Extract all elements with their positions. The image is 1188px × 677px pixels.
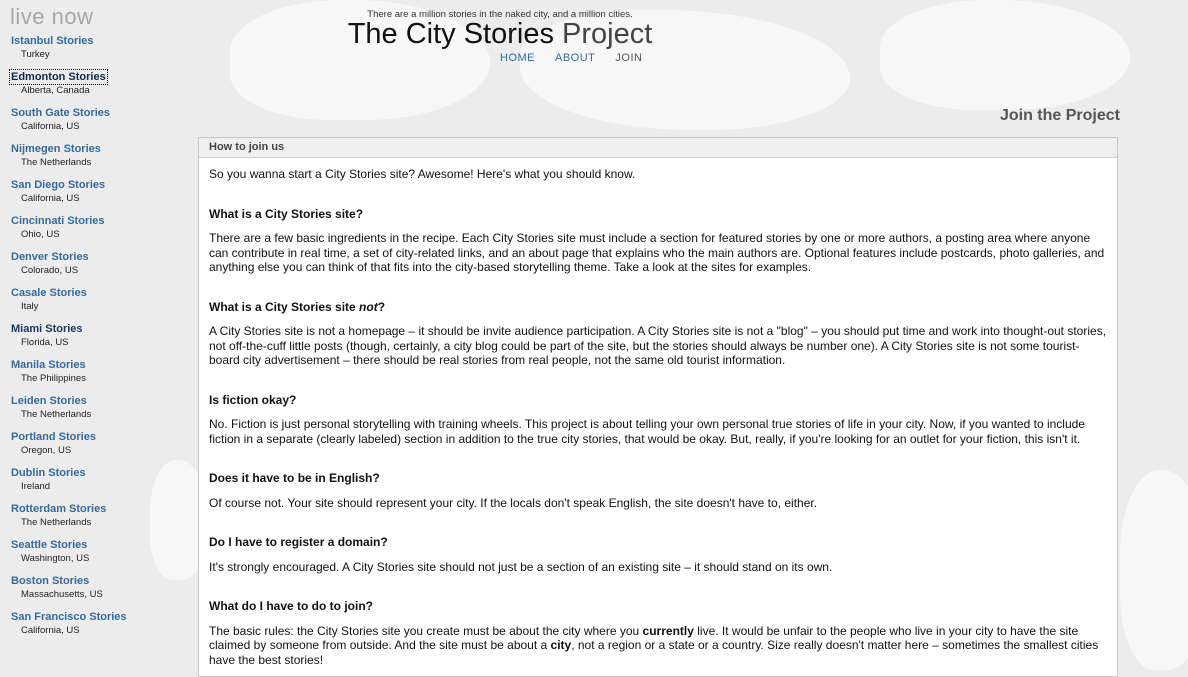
answer-what-is-not: A City Stories site is not a homepage – it should be invite audience participation. A City Stories site is not a "blog" – you should put time and work into thought-out stories, not off-the-cuff little posts (though, certainly, a city blog could be part of the site, but the stories should always be number one). A City Stories site is not some tourist-board city advertisement – there should be real stories from real people, not the same old tourist information. bbox=[209, 324, 1107, 367]
list-item bbox=[0, 106, 190, 142]
list-item bbox=[0, 538, 190, 574]
site-title-project: Project bbox=[553, 18, 653, 50]
panel-title: How to join us bbox=[199, 138, 1117, 158]
list-item bbox=[0, 502, 190, 538]
nav-about[interactable]: ABOUT bbox=[555, 52, 596, 64]
city-link-istanbul[interactable]: Istanbul Stories bbox=[11, 35, 94, 47]
city-link-miami[interactable]: Miami Stories bbox=[11, 323, 83, 335]
city-link-manila[interactable]: Manila Stories bbox=[11, 359, 86, 371]
city-link-san-diego[interactable]: San Diego Stories bbox=[11, 179, 106, 191]
city-link-south-gate[interactable]: South Gate Stories bbox=[11, 107, 111, 119]
tagline: There are a million stories in the naked city, and a million cities. bbox=[367, 9, 633, 20]
city-location: California, US bbox=[21, 625, 80, 636]
content-panel bbox=[198, 137, 1118, 677]
city-link-rotterdam[interactable]: Rotterdam Stories bbox=[11, 503, 107, 515]
answer-join bbox=[209, 624, 1107, 668]
city-link-denver[interactable]: Denver Stories bbox=[11, 251, 89, 263]
city-location: Ireland bbox=[21, 481, 51, 492]
city-location: The Netherlands bbox=[21, 409, 92, 420]
city-location: The Netherlands bbox=[21, 517, 92, 528]
main-nav bbox=[500, 52, 642, 64]
answer-what-is: There are a few basic ingredients in the recipe. Each City Stories site must include a section for featured stories by one or more authors, a posting area where anyone can contribute in real time, a set of city-related links, and an about page that explains who the main authors are. Optional features include postcards, photo galleries, and anything else you can think of that fits into the city-based storytelling theme. Take a look at the sites for examples. bbox=[209, 231, 1105, 274]
city-link-san-francisco[interactable]: San Francisco Stories bbox=[11, 611, 127, 623]
answer-text: live. It would be unfair to the people who live in your city to have the site claimed by someone from outside. And the site must be about a bbox=[209, 623, 1079, 652]
city-link-seattle[interactable]: Seattle Stories bbox=[11, 539, 88, 551]
city-location: Washington, US bbox=[21, 553, 90, 564]
list-item bbox=[0, 466, 190, 502]
city-link-portland[interactable]: Portland Stories bbox=[11, 431, 96, 443]
list-item bbox=[0, 142, 190, 178]
city-list bbox=[0, 34, 190, 646]
list-item bbox=[0, 574, 190, 610]
question-what-is-not bbox=[209, 300, 1107, 315]
live-now-heading: live now bbox=[10, 4, 94, 29]
answer-domain: It's strongly encouraged. A City Stories site should not just be a section of an existing site – it should stand on its own. bbox=[209, 559, 833, 574]
question-english: Does it have to be in English? bbox=[209, 471, 380, 485]
question-mark: ? bbox=[377, 299, 386, 314]
question-what-is: What is a City Stories site? bbox=[209, 206, 364, 221]
list-item bbox=[0, 250, 190, 286]
list-item bbox=[0, 610, 190, 646]
city-link-casale[interactable]: Casale Stories bbox=[11, 287, 87, 299]
city-link-boston[interactable]: Boston Stories bbox=[11, 575, 90, 587]
city-location: Italy bbox=[21, 301, 39, 312]
city-link-dublin[interactable]: Dublin Stories bbox=[11, 467, 86, 479]
question-emphasis: not bbox=[359, 299, 378, 314]
question-text: What is a City Stories site bbox=[209, 299, 360, 314]
city-link-cincinnati[interactable]: Cincinnati Stories bbox=[11, 215, 105, 227]
city-location: California, US bbox=[21, 121, 80, 132]
nav-home[interactable]: HOME bbox=[500, 52, 535, 64]
panel-body bbox=[199, 158, 1117, 667]
intro-text: So you wanna start a City Stories site? Awesome! Here's what you should know. bbox=[209, 167, 636, 181]
city-location: Alberta, Canada bbox=[21, 85, 90, 96]
list-item bbox=[0, 358, 190, 394]
list-item bbox=[0, 430, 190, 466]
list-item bbox=[0, 34, 190, 70]
city-location: Colorado, US bbox=[21, 265, 79, 276]
list-item bbox=[0, 286, 190, 322]
list-item bbox=[0, 214, 190, 250]
city-location: Turkey bbox=[21, 49, 50, 60]
page-title: Join the Project bbox=[999, 107, 1120, 124]
answer-fiction: No. Fiction is just personal storytelling with training wheels. This project is about telling your own personal true stories of life in your city. Now, if you wanted to include fiction in a separate (clearly labeled) section in addition to the true city stories, that would be okay. But, really, if you're looking for an outlet for your fiction, this isn't it. bbox=[209, 417, 1085, 446]
site-title[interactable] bbox=[300, 18, 700, 51]
city-location: California, US bbox=[21, 193, 80, 204]
nav-join[interactable]: JOIN bbox=[615, 52, 643, 64]
answer-text: , not a region or a state or a country. Size really doesn't matter here – sometimes the smallest cities have the best stories! bbox=[209, 638, 1099, 667]
list-item bbox=[0, 394, 190, 430]
city-location: Oregon, US bbox=[21, 445, 72, 456]
site-title-main: The City Stories bbox=[347, 18, 554, 50]
answer-text: The basic rules: the City Stories site you create must be about the city where you bbox=[209, 623, 643, 638]
answer-bold: city bbox=[550, 638, 572, 652]
question-join: What do I have to do to join? bbox=[209, 599, 373, 613]
city-link-nijmegen[interactable]: Nijmegen Stories bbox=[11, 143, 101, 155]
city-location: The Netherlands bbox=[21, 157, 92, 168]
question-fiction: Is fiction okay? bbox=[209, 392, 297, 407]
city-link-leiden[interactable]: Leiden Stories bbox=[11, 395, 87, 407]
list-item bbox=[0, 178, 190, 214]
list-item bbox=[0, 322, 190, 358]
answer-english: Of course not. Your site should represent your city. If the locals don't speak English, the site doesn't have to, either. bbox=[209, 495, 818, 510]
list-item bbox=[0, 70, 190, 106]
question-domain: Do I have to register a domain? bbox=[209, 535, 388, 549]
city-location: Massachusetts, US bbox=[21, 589, 103, 600]
city-link-edmonton[interactable]: Edmonton Stories bbox=[11, 71, 106, 83]
answer-bold: currently bbox=[642, 623, 694, 638]
city-location: Ohio, US bbox=[21, 229, 60, 240]
city-location: Florida, US bbox=[21, 337, 69, 348]
city-location: The Philippines bbox=[21, 373, 86, 384]
